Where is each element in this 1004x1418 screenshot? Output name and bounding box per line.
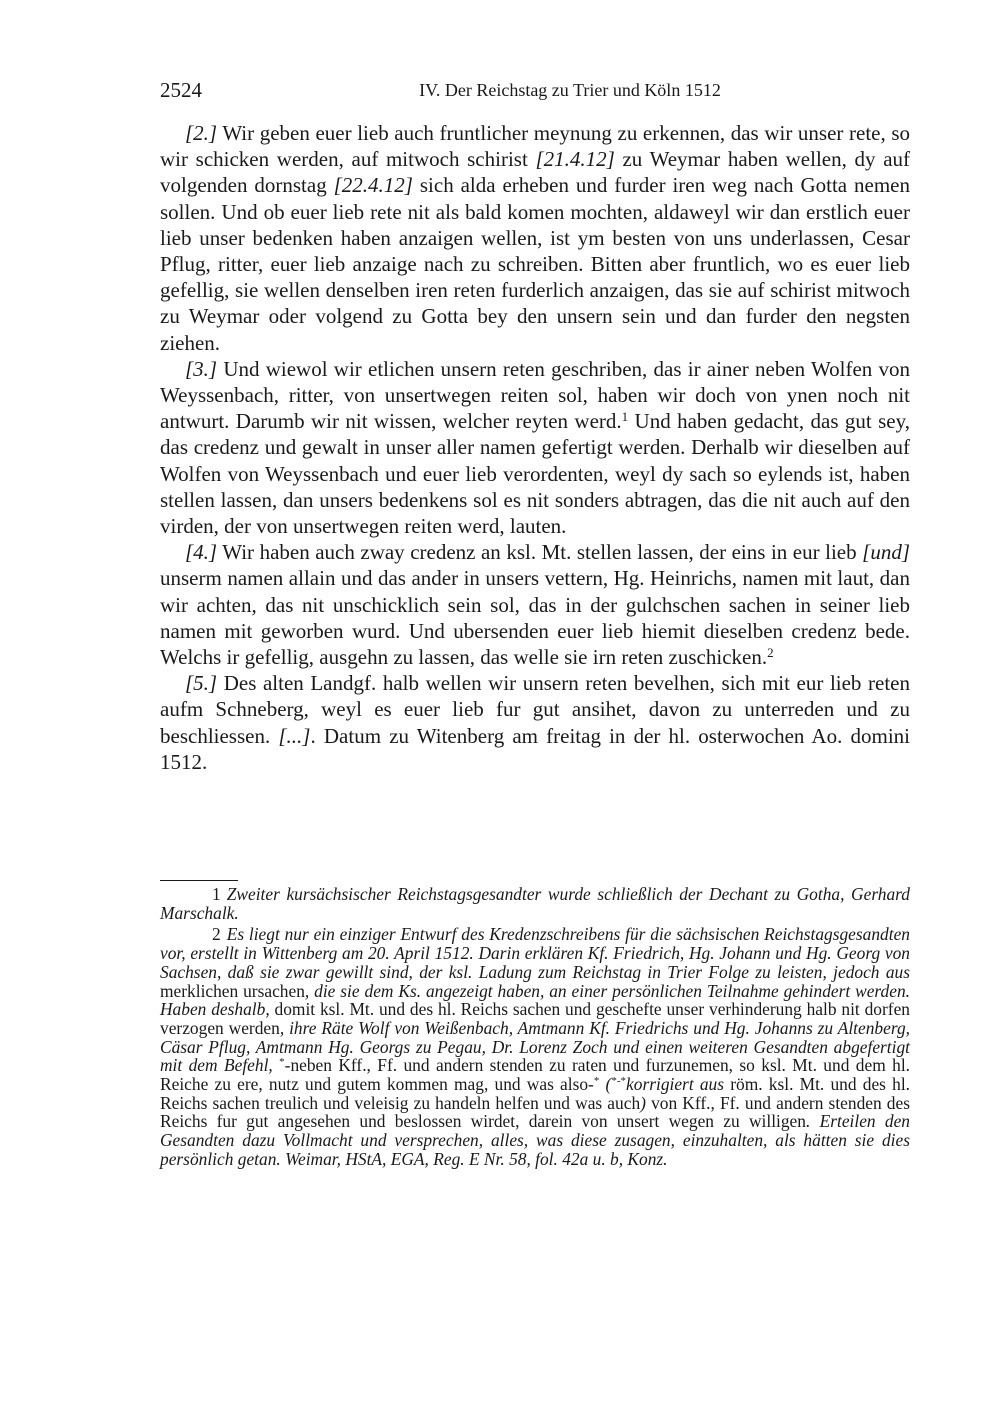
footnote-text: . Erteilen den Gesandten dazu Vollmacht und versprechen, alles, was diese zusagen, einzuhalten, als hätten sie dies persönlich getan. Weimar, HStA, EGA, Reg. E Nr. 58, fol. 42a u. b, Konz. (160, 1111, 911, 1169)
paragraph-text: Wir haben auch zway credenz an ksl. Mt. stellen lassen, der eins in eur lieb (217, 540, 863, 565)
paragraph-marker: [4.] (185, 540, 218, 565)
main-text (160, 120, 910, 775)
quoted-source-text: merklichen ursachen (160, 980, 305, 1001)
footnotes (160, 885, 910, 1172)
footnote-text: , die sie dem Ks. angezeigt haben, an einer persönlichen Teilnahme gehindert werden. Haben deshalb, (160, 980, 911, 1020)
footnote-text: , ihre Räte Wolf von Weißenbach, Amtmann Kf. Friedrichs und Hg. Johanns zu Altenberg, Cäsar Pflug, Amtmann Hg. Georgs zu Pegau, Dr. Lorenz Zoch und einen weiteren Gesandten abgefertigt mit dem Befehl, (160, 1017, 910, 1076)
quoted-source-text: von Kff., Ff. und andern stenden des Reichs fur gut angesehen und beslossen wirdet, darein von unsert wegen zu willigen (160, 1092, 910, 1132)
paragraph-marker: [2.] (185, 121, 218, 145)
page-number: 2524 (160, 78, 202, 102)
paragraph-text: Wir geben euer lieb auch fruntlicher meynung zu erkennen, das wir unser rete, so wir schicken werden, auf mitwoch schirist (160, 121, 910, 172)
paragraph-3 (160, 356, 910, 539)
paragraph-5 (160, 670, 910, 775)
footnote-text: ( (599, 1074, 612, 1095)
quoted-source-text: röm. ksl. Mt. und des hl. Reichs sachen treulich und veleisig zu handeln helfen und was auch (160, 1074, 910, 1113)
editorial-insertion: [und] (862, 540, 910, 565)
footnote-text: Es liegt nur ein einziger Entwurf des Kredenzschreibens für die sächsischen Reichstagsgesandten vor, erstellt in Wittenberg am 20. April 1512. Darin erklären Kf. Friedrich, Hg. Johann und Hg. Georg von Sachsen, daß sie zwar gewillt sind, der ksl. Ladung zum Reichstag in Trier Folge zu leisten, jedoch aus (160, 924, 910, 982)
paragraph-marker: [3.] (185, 356, 218, 381)
variant-mark: * (593, 1075, 600, 1088)
editorial-omission: [...] (278, 723, 311, 748)
paragraph-text: Und haben gedacht, das gut sey, das credenz und gewalt in unser aller namen gefertigt werden. Derhalb wir dieselben auf Wolfen von Weyssenbach und euer lieb verordenten, weyl dy sach so eylends ist, haben stellen lassen, dan unsers bedenkens sol es nit sonders abtragen, das die nit auch auf den virden, der von unsertwegen reiten werd, lauten. (160, 409, 911, 539)
paragraph-4 (160, 539, 910, 670)
quoted-source-text: -neben Kff., Ff. und andern stenden zu raten und furzunemen, so ksl. Mt. und dem hl. Reiche zu ere, nutz und gutem kommen mag, und was also- (160, 1055, 910, 1095)
footnote-text: korrigiert aus (626, 1074, 725, 1095)
footnote-1 (160, 885, 910, 922)
footnote-divider (160, 880, 238, 881)
paragraph-text: . Datum zu Witenberg am freitag in der hl. osterwochen Ao. domini 1512. (160, 723, 910, 774)
variant-mark: * (279, 1056, 285, 1069)
paragraph-text: Und wiewol wir etlichen unsern reten geschriben, das ir ainer neben Wolfen von Weyssenbach, ritter, von unsertwegen reiten sol, haben wir doch von ynen noch nit antwurt. Darumb wir nit wissen, welcher reyten werd. (160, 356, 910, 434)
paragraph-text: sich alda erheben und furder iren weg nach Gotta nemen sollen. Und ob euer lieb rete nit als bald komen mochten, aldaweyl wir dan erstlich euer lieb unser bedenken haben anzaigen wellen, ist ym besten von uns underlassen, Cesar Pflug, ritter, euer lieb anzaige nach zu schreiben. Bitten aber fruntlich, wo es euer lieb gefellig, sie wellen denselben iren reten furderlich anzaigen, das sie auf schirist mitwoch zu Weymar oder volgend zu Gotta bey den unsern sein und dan furder den negsten ziehen. (160, 173, 910, 355)
paragraph-marker: [5.] (185, 671, 218, 696)
quoted-source-text: domit ksl. Mt. und des hl. Reichs sachen und geschefte unser verhinderung halb nit dorfen verzogen werden (160, 999, 910, 1038)
footnote-reference: 2 (767, 645, 774, 661)
footnote-text: ) (640, 1092, 646, 1113)
date-annotation: [22.4.12] (333, 173, 413, 198)
date-annotation: [21.4.12] (535, 147, 615, 172)
footnote-text: Zweiter kursächsischer Reichstagsgesandter wurde schließlich der Dechant zu Gotha, Gerhard Marschalk. (160, 884, 910, 923)
footnote-reference: 1 (621, 409, 629, 425)
variant-mark: *-* (611, 1075, 627, 1088)
footnote-2 (160, 925, 910, 1168)
paragraph-text: zu Weymar haben wellen, dy auf volgenden dornstag (160, 147, 911, 198)
footnote-number: 2 (212, 924, 221, 945)
running-title: IV. Der Reichstag zu Trier und Köln 1512 (419, 80, 721, 100)
paragraph-text: Des alten Landgf. halb wellen wir unsern reten bevelhen, sich mit eur lieb reten aufm Schneberg, weyl es euer lieb fur gut ansihet, davon zu unterreden und zu beschliessen. (160, 671, 910, 748)
paragraph-2 (160, 120, 910, 356)
page-header (160, 78, 910, 108)
paragraph-text: unserm namen allain und das ander in unsers vettern, Hg. Heinrichs, namen mit laut, dan wir achten, das nit unschicklich sein sol, das in der gulchschen sachen in seiner lieb namen mit geworben wurd. Und ubersenden euer lieb hiemit dieselben credenz bede. Welchs ir gefellig, ausgehn zu lassen, das welle sie irn reten zuschicken. (160, 566, 910, 670)
footnote-number: 1 (212, 884, 221, 904)
